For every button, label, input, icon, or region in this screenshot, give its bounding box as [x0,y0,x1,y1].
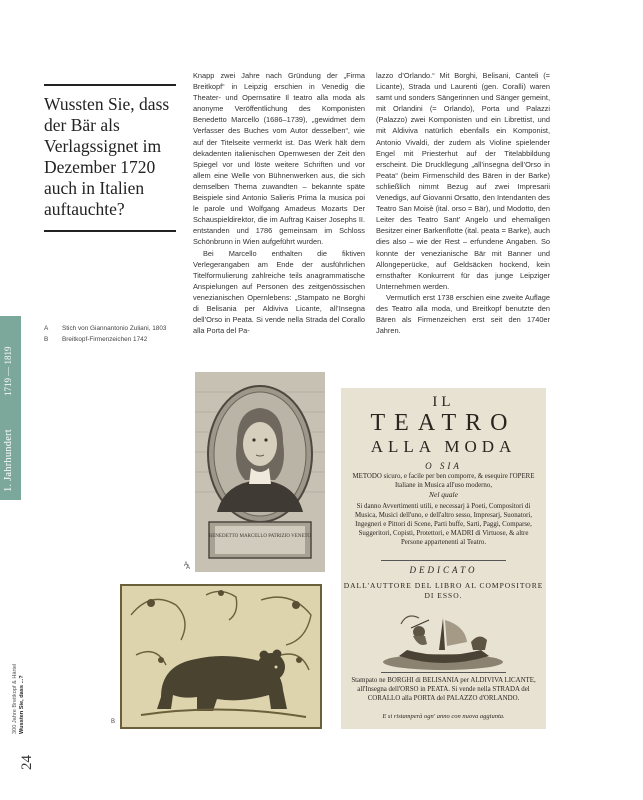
title-page-metodo: METODO sicuro, e facile per ben comporre, & esequire l'OPERE Italiane in Musica all'uso moderno, [352,473,535,489]
bear-emblem [121,585,321,728]
portrait-engraving [184,372,325,572]
column2-paragraph-2: Vermutlich erst 1738 erschien eine zweite Auflage des Teatro alla moda, und Breitkopf benutzte den Bären als Firmenzeichen erst seit den 1740er Jahren. [376,292,550,336]
title-page-o-sia: O SIA [425,461,462,471]
text-column-2 [376,70,550,336]
title-page-teatro: TEATRO [370,410,517,436]
caption-a-text: Stich von Giannantonio Zuliani, 1803 [62,325,167,332]
caption-b-letter: B [44,336,49,343]
column1-paragraph-1: Knapp zwei Jahre nach Gründung der „Firma Breitkopf“ in Leipzig erschien in Venedig die Theater- und Opernsatire Il teatro alla moda als anonyme Veröffentlichung des Komponisten Benedetto Marcello (1686–1739), „gewidmet dem Verfasser des Buches vom Autor desselben“, wie auf der Titelseite vermerkt ist. Das Werk hält dem dekadenten italienischen Opernwesen der Zeit den Spiegel vor und löste weitere Schriften und vor allem eine Welle von Bühnenwerken aus, die sich demselben Thema zuwandten – bekannte späte Beispiele sind Antonio Salieris Prima la musica poi le parole und Wolfgang Amadeus Mozarts Der Schauspieldirektor, die im Auftrag Kaiser Josephs II. entstanden und 1786 gemeinsam im Schloss Schönbrunn in Wien aufgeführt wurden. [193,71,365,247]
text-column-1 [193,70,365,336]
title-page-alla-moda: ALLA MODA [370,437,517,456]
page-number: 24 [19,755,35,770]
caption-b-text: Breitkopf-Firmenzeichen 1742 [62,336,148,343]
chapter-years: 1719 — 1819 [3,346,13,396]
title-page-avvertimenti: Si danno Avvertimenti utili, e necessarj à Poeti, Compositori di Musica, Musici dell'uno, e dell'altro sesso, Impresarj, Suonatori, Ingegneri e Pittori di Scene, Parti buffe, Sarti, Paggi, Comparse, Suggeritori, Copisti, Protettori, e MADRI di Virtuose, & altre Persone appartenenti al Teatro. [354,503,532,546]
portrait-illustration [195,372,325,572]
article-headline: Wussten Sie, dass der Bär als Verlagssignet im Dezember 1720 auch in Italien auftauchte? [44,84,176,232]
caption-b [44,334,184,345]
bear-emblem-illustration [121,585,321,728]
title-page-il: IL [432,394,455,410]
title-page-auttore: DALL'AUTTORE DEL LIBRO AL COMPOSITORE DI ESSO. [343,581,544,600]
title-page-dedicato: DEDICATO [409,565,478,575]
figure-captions [44,323,184,345]
title-page-rule-1 [381,560,506,561]
title-page-vignette [381,606,506,672]
chapter-label: 1. Jahrhundert [3,429,14,492]
title-page-facsimile [341,388,546,729]
running-section-title: Wussten Sie, dass ...? [19,675,25,734]
column1-paragraph-2: Bei Marcello enthalten die fiktiven Verlegerangaben am Ende der ausführlichen Titelformulierung zahlreiche teils anagrammatische Anspielungen auf Personen des zeitgenössischen venezianischen Opernlebens: „Stampato ne Borghi di Belisania per Aldiviva Licante, all’Insegna dell’Orso in Peata. Si vende nella Strada del Corallo alla Porta del Pa- [193,248,365,336]
title-page-imprint: Stampato ne BORGHI di BELISANIA per ALDIVIVA LICANTE, all'Insegna dell'ORSO in PEATA. Si vende nella STRADA del CORALLO alla PORTA del PALAZZO d'ORLANDO. [351,677,536,702]
caption-a-letter: A [44,325,49,332]
title-page-note: E si ristamperà ogn' anno con nuova aggiunta. [382,713,505,720]
figure-a-marker: A [186,565,191,571]
caption-a [44,323,184,334]
figure-a-letter: A [184,562,189,568]
figure-b-marker: B [111,719,116,725]
title-page-nel-quale: Nel quale [429,490,458,499]
column2-paragraph-1: lazzo d’Orlando.“ Mit Borghi, Belisani, Canteli (= Licante), Strada und Laurenti (gen. Coralli) waren samt und sonders Sängerinnen und Sänger gemeint, mit Orlandini (= Orlando), Porta und Palazzi (Palazzo) zwei Komponisten und ein Librettist, und mit Aldiviva natürlich ebenfalls ein Komponist, Antonio Vivaldi, der zudem als Violine spielender Engel mit Priesterhut auf der Titelabbildung erscheint. Die Druckllegung „all’insegna dell’Orso in Peata“ (beim Firmenschild des Bären in der Barke) schließlich nimmt Bezug auf zwei Impresarii Venedigs, auf Giovanni Orsatto, den Intendanten des Teatro San Moisè (ital. orso = Bär), und Modotto, den Leiter des Teatro Sant’ Angelo und ehemaligen Besitzer einer Barkenflotte (ital. peata = Barke), auch dies also – wie der Rest – erfundene Angaben. So konnte der venezianische Bär mit Banner und Allongeperücke, auf Geldsäcken hockend, kein ernsthafter Konkurrent für das junge Leipziger Unternehmen werden. [376,71,550,291]
portrait-inscription: BENEDETTO MARCELLO PATRIZIO VENETO [208,534,312,539]
running-book-title: 300 Jahre Breitkopf & Härtel [12,663,18,734]
title-page-rule-2 [381,672,506,673]
